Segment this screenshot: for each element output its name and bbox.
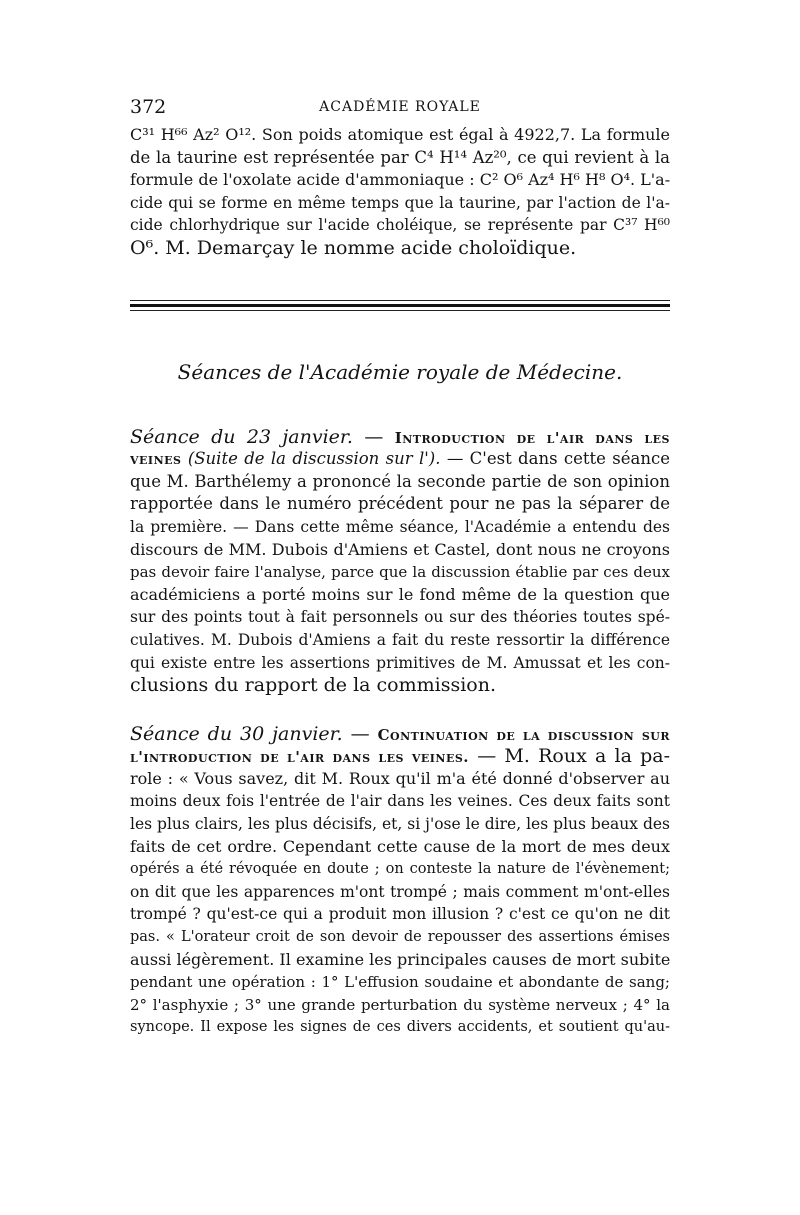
- session-subtitle: (Suite de la discussion sur l').: [187, 449, 441, 469]
- text-line: role : « Vous savez, dit M. Roux qu'il m'a été donné d'observer au: [130, 768, 670, 788]
- text-line: clusions du rapport de la commission.: [130, 674, 496, 697]
- session-date: Séance du 30 janvier.: [130, 722, 343, 745]
- text-line: opérés a été révoquée en doute ; on conteste la nature de l'évènement;: [130, 861, 670, 878]
- text-line: pas devoir faire l'analyse, parce que la discussion établie par ces deux: [130, 563, 670, 582]
- text-line: on dit que les apparences m'ont trompé ; mais comment m'ont-elles: [130, 882, 670, 901]
- text-line: [130, 448, 670, 471]
- text-line: moins deux fois l'entrée de l'air dans les veines. Ces deux faits sont: [130, 792, 670, 811]
- text-fragment: — C'est dans cette séance: [440, 449, 670, 469]
- session-heading-line: [130, 426, 670, 449]
- text-line: de la taurine est représentée par C⁴ H¹⁴ Az²⁰, ce qui revient à la: [130, 147, 670, 167]
- text-line: que M. Barthélemy a prononcé la seconde partie de son opinion: [130, 471, 670, 491]
- text-line: [130, 745, 670, 768]
- section-divider: [130, 300, 670, 312]
- text-line: académiciens a porté moins sur le fond même de la question que: [130, 584, 670, 604]
- paragraph-chemistry: [130, 124, 670, 260]
- text-line: sur des points tout à fait personnels ou sur des théories toutes spé-: [130, 608, 670, 627]
- text-line: formule de l'oxolate acide d'ammoniaque : C² O⁶ Az⁴ H⁶ H⁸ O⁴. L'a-: [130, 170, 671, 190]
- paragraph-session-30-january: [130, 723, 670, 1039]
- running-title: ACADÉMIE ROYALE: [319, 99, 481, 115]
- text-line: cide qui se forme en même temps que la taurine, par l'action de l'a-: [130, 193, 670, 212]
- session-heading-line: [130, 723, 670, 746]
- divider-line: [130, 310, 670, 311]
- session-topic: Introduction de l'air dans les: [394, 428, 670, 447]
- text-line: trompé ? qu'est-ce qui a produit mon illusion ? c'est ce qu'on ne dit: [130, 905, 670, 924]
- text-fragment: — M. Roux a la pa-: [469, 745, 670, 768]
- text-line: culatives. M. Dubois d'Amiens a fait du reste ressortir la différence: [130, 630, 670, 649]
- dash: —: [352, 425, 395, 448]
- session-topic-cont: veines: [130, 450, 182, 469]
- text-line: 2° l'asphyxie ; 3° une grande perturbation du système nerveux ; 4° la: [130, 995, 670, 1014]
- session-topic-cont: l'introduction de l'air dans les veines.: [130, 748, 470, 767]
- text-line: C³¹ H⁶⁶ Az² O¹². Son poids atomique est égal à 4922,7. La formule: [130, 125, 670, 144]
- text-line: syncope. Il expose les signes de ces divers accidents, et soutient qu'au-: [130, 1019, 670, 1036]
- text-line: pendant une opération : 1° L'effusion soudaine et abondante de sang;: [130, 973, 670, 992]
- text-line: les plus clairs, les plus décisifs, et, si j'ose le dire, les plus beaux des: [130, 815, 670, 834]
- running-header: [130, 96, 670, 124]
- text-line: aussi légèrement. Il examine les principales causes de mort subite: [130, 949, 671, 969]
- page: [130, 96, 670, 1039]
- text-line: O⁶. M. Demarçay le nomme acide choloïdique.: [130, 236, 577, 259]
- divider-line: [130, 304, 670, 307]
- text-line: qui existe entre les assertions primitives de M. Amussat et les con-: [130, 653, 670, 672]
- text-line: rapportée dans le numéro précédent pour ne pas la séparer de: [130, 494, 670, 514]
- paragraph-session-23-january: [130, 426, 670, 697]
- page-number: 372: [130, 96, 167, 118]
- text-line: faits de cet ordre. Cependant cette cause de la mort de mes deux: [130, 836, 670, 856]
- text-line: la première. — Dans cette même séance, l'Académie a entendu des: [130, 517, 670, 536]
- text-line: pas. « L'orateur croit de son devoir de repousser des assertions émises: [130, 929, 670, 946]
- text-line: discours de MM. Dubois d'Amiens et Castel, dont nous ne croyons: [130, 539, 670, 559]
- section-heading: Séances de l'Académie royale de Médecine.: [177, 359, 623, 384]
- dash: —: [342, 722, 378, 745]
- text-line: cide chlorhydrique sur l'acide choléique, se représente par C³⁷ H⁶⁰: [130, 216, 670, 235]
- session-date: Séance du 23 janvier.: [130, 425, 353, 448]
- divider-line: [130, 300, 670, 301]
- session-topic: Continuation de la discussion sur: [377, 725, 671, 744]
